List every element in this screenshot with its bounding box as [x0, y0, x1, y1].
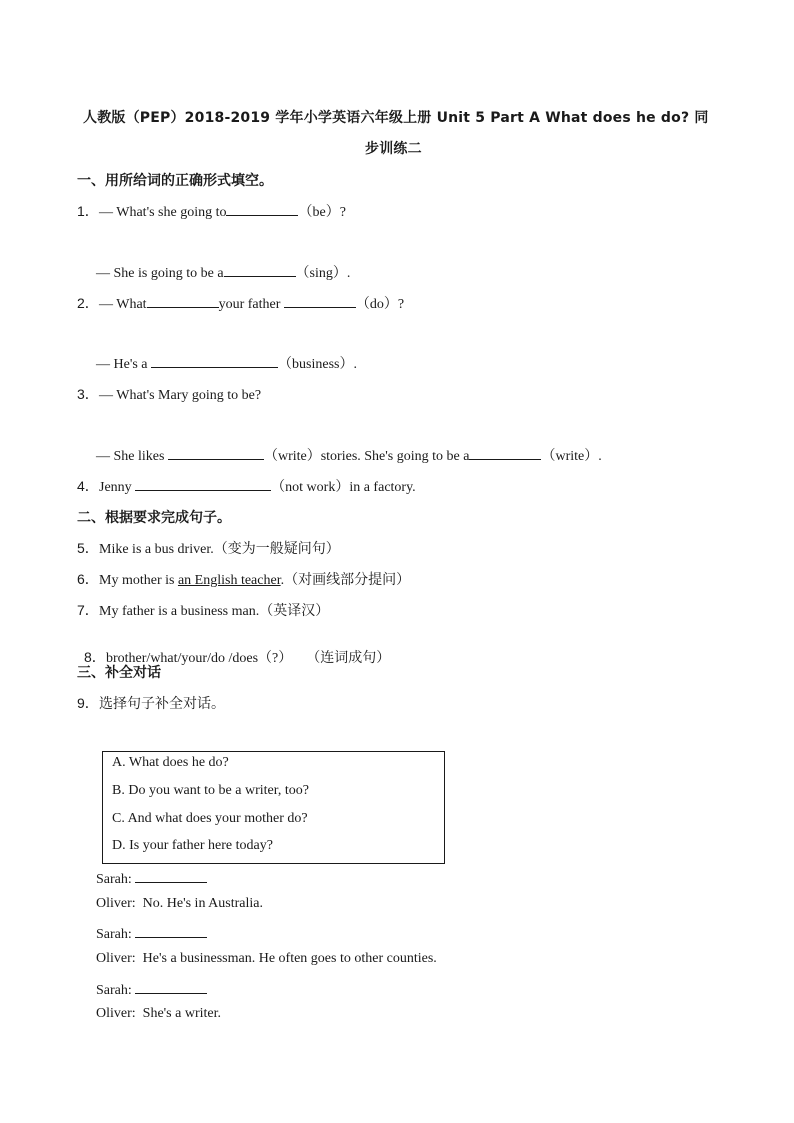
section-heading-2: 二、根据要求完成句子。 [77, 510, 231, 526]
question-text: — What's she going to [99, 205, 227, 220]
question-text: .（对画线部分提问） [280, 573, 411, 588]
question-number: 8． [84, 649, 106, 665]
question-number: 9． [77, 695, 99, 711]
section-heading-1: 一、用所给词的正确形式填空。 [77, 173, 273, 189]
dialogue-text: She's a writer. [142, 1006, 221, 1021]
question-3-line-a [77, 384, 261, 404]
question-text: — She is going to be a [96, 266, 224, 281]
question-2-line-b [96, 353, 357, 373]
question-text: — What's Mary going to be? [99, 388, 262, 403]
dialogue-line [96, 1006, 221, 1022]
question-1-line-b [96, 262, 350, 282]
question-3-line-b [96, 445, 602, 465]
document-title-line1: 人教版（PEP）2018-2019 学年小学英语六年级上册 Unit 5 Part A What does he do? 同 [83, 110, 709, 126]
options-box [102, 751, 445, 864]
answer-blank[interactable] [224, 262, 296, 277]
answer-blank[interactable] [469, 445, 541, 460]
question-text: Mike is a bus driver.（变为一般疑问句） [99, 542, 340, 557]
question-number: 6． [77, 571, 99, 587]
answer-blank[interactable] [226, 201, 298, 216]
answer-blank[interactable] [284, 293, 356, 308]
question-text: （be）? [298, 205, 346, 220]
question-number: 4． [77, 478, 99, 494]
speaker-name: Oliver: [96, 951, 136, 966]
dialogue-line [96, 923, 207, 943]
speaker-name: Sarah: [96, 872, 132, 887]
question-text: （do）? [355, 297, 405, 312]
question-text: My mother is [99, 573, 178, 588]
speaker-name: Sarah: [96, 983, 132, 998]
question-7 [77, 600, 329, 620]
question-text: （sing）. [295, 266, 351, 281]
question-text: （write）stories. She's going to be a [263, 449, 470, 464]
section-heading-3: 三、补全对话 [77, 665, 161, 681]
dialogue-line [96, 868, 207, 888]
question-number: 1． [77, 203, 99, 219]
speaker-name: Oliver: [96, 896, 136, 911]
dialogue-line [96, 951, 437, 967]
question-text: （business）. [278, 357, 357, 372]
answer-blank[interactable] [151, 353, 278, 368]
option-c: C. And what does your mother do? [112, 811, 308, 826]
document-title-line2: 步训练二 [365, 141, 422, 157]
answer-blank[interactable] [135, 923, 207, 938]
dialogue-text: He's a businessman. He often goes to other counties. [142, 951, 437, 966]
answer-blank[interactable] [135, 868, 207, 883]
question-number: 3． [77, 386, 99, 402]
dialogue-text: No. He's in Australia. [142, 896, 263, 911]
question-text: — What [99, 297, 147, 312]
option-b: B. Do you want to be a writer, too? [112, 783, 309, 798]
answer-blank[interactable] [135, 979, 207, 994]
question-text: Jenny [99, 480, 132, 495]
answer-blank[interactable] [168, 445, 264, 460]
question-9 [77, 693, 225, 713]
question-6 [77, 569, 410, 589]
question-text: — She likes [96, 449, 165, 464]
question-number: 5． [77, 540, 99, 556]
speaker-name: Sarah: [96, 927, 132, 942]
dialogue-line [96, 896, 263, 912]
option-a: A. What does he do? [112, 755, 229, 770]
question-number: 7． [77, 602, 99, 618]
question-text: your father [218, 297, 281, 312]
question-text: （write）. [541, 449, 602, 464]
question-2-line-a [77, 293, 404, 313]
question-5 [77, 538, 340, 558]
question-1-line-a [77, 201, 346, 221]
answer-blank[interactable] [147, 293, 219, 308]
dialogue-line [96, 979, 207, 999]
option-d: D. Is your father here today? [112, 838, 273, 853]
question-number: 2． [77, 295, 99, 311]
question-text: brother/what/your/do /does（?） （连词成句） [106, 651, 391, 666]
question-text: — He's a [96, 357, 148, 372]
underlined-phrase: an English teacher [177, 573, 281, 588]
speaker-name: Oliver: [96, 1006, 136, 1021]
question-text: 选择句子补全对话。 [99, 697, 225, 712]
answer-blank[interactable] [135, 476, 271, 491]
question-text: My father is a business man.（英译汉） [99, 604, 330, 619]
question-text: （not work）in a factory. [271, 480, 416, 495]
question-4 [77, 476, 416, 496]
